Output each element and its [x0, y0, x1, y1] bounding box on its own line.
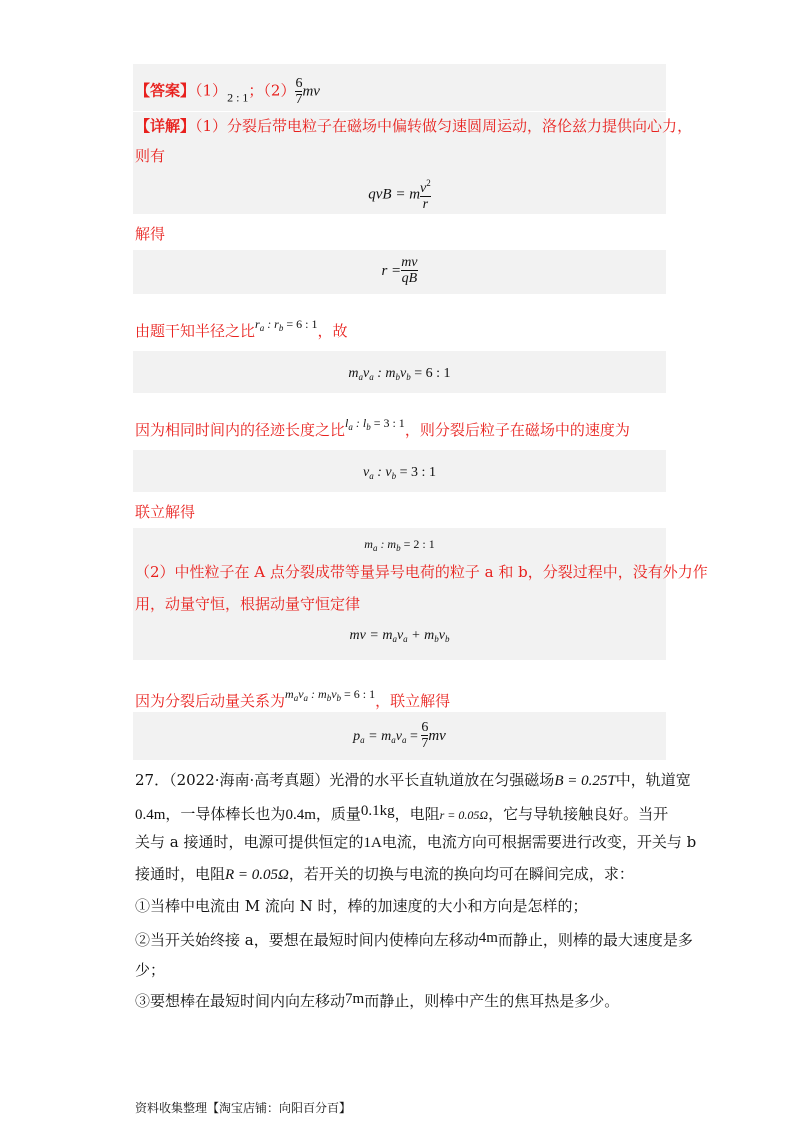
- answer-sep: ；: [248, 81, 264, 100]
- q27-line3: 关与 a 接通时，电源可提供恒定的1A电流，电流方向可根据需要进行改变，开关与 b: [135, 833, 697, 851]
- line7-post: ，联立解得: [375, 692, 451, 710]
- answer-part2: （2）: [263, 81, 296, 100]
- line4: [135, 413, 630, 440]
- q27-line5: ①当棒中电流由 M 流向 N 时，棒的加速度的大小和方向是怎样的；: [135, 897, 588, 915]
- detail-line2: 则有: [135, 147, 166, 165]
- answer-frac-den: 7: [295, 92, 303, 107]
- eq1-num: v: [420, 181, 427, 196]
- line5: （2）中性粒子在 A 点分裂成带等量异号电荷的粒子 a 和 b，分裂过程中，没有外力作: [135, 563, 708, 581]
- line3: [135, 314, 347, 341]
- answer-frac-tail: mv: [302, 83, 320, 100]
- eq6: mv = $m_av_a + m_bv_b$: [349, 628, 450, 644]
- answer-line: [135, 76, 320, 108]
- detail-line1: [135, 116, 692, 136]
- eq1-left: qvB = m: [368, 186, 421, 203]
- line4-pre: 因为相同时间内的径迹长度之比: [135, 421, 346, 439]
- q27-line8: ③要想棒在最短时间内向左移动7m而静止，则棒中产生的焦耳热是多少。: [135, 991, 620, 1010]
- eq2: [133, 255, 666, 286]
- q27-line7: 少；: [135, 961, 166, 979]
- eq1-frac: [420, 176, 431, 212]
- detail-text1: （1）分裂后带电粒子在磁场中偏转做匀速圆周运动，洛伦兹力提供向心力，: [195, 117, 693, 135]
- eq2-frac: [401, 255, 417, 286]
- solve1: 解得: [135, 225, 166, 243]
- solve2: 联立解得: [135, 503, 196, 521]
- eq5: $m_a$ : $m_b = 2$ : 1: [364, 537, 435, 553]
- answer-frac-num: 6: [295, 76, 303, 91]
- line6: 用，动量守恒，根据动量守恒定律: [135, 595, 361, 613]
- line3-post: ，故: [317, 322, 348, 340]
- eq2-left: r =: [381, 263, 402, 279]
- answer-part1: （1）: [195, 81, 228, 100]
- line4-post: ，则分裂后粒子在磁场中的速度为: [404, 421, 630, 439]
- line3-pre: 由题干知半径之比: [135, 322, 256, 340]
- line3-math: ra : rb = 6 : 1: [255, 317, 318, 333]
- q27-line4: 接通时，电阻R = 0.05Ω，若开关的切换与电流的换向均可在瞬间完成，求：: [135, 865, 634, 883]
- line7-math: mava : mbvb = 6 : 1: [285, 687, 376, 703]
- eq7-frac: $\frac{6}{7}$: [421, 720, 429, 751]
- answer-label: 【答案】: [135, 81, 196, 100]
- detail-label: 【详解】: [135, 117, 196, 135]
- line7-pre: 因为分裂后动量关系为: [135, 692, 286, 710]
- answer-ratio: 2 : 1: [227, 90, 249, 105]
- eq2-num: mv: [401, 255, 418, 270]
- line7: [135, 684, 450, 711]
- q27-line6: ②当开关始终接 a，要想在最短时间内使棒向左移动4m而静止，则棒的最大速度是多: [135, 930, 693, 949]
- eq1: [133, 176, 666, 212]
- footer-note: 资料收集整理【淘宝店铺：向阳百分百】: [135, 1101, 352, 1115]
- eq2-den: qB: [401, 271, 418, 286]
- q27-line1: 27．（2022·海南·高考真题）光滑的水平长直轨道放在匀强磁场B = 0.25T中，轨道宽: [135, 771, 691, 789]
- line4-math: la : lb = 3 : 1: [345, 416, 405, 432]
- eq1-den: r: [420, 196, 431, 212]
- eq4: $v_a$ : $v_b = 3$ : 1: [363, 465, 436, 481]
- eq1-sup: 2: [426, 178, 431, 188]
- q27-line2: 0.4m，一导体棒长也为0.4m，质量0.1kg，电阻r = 0.05Ω，它与导轨接触良好。当开: [135, 803, 669, 823]
- eq7: $p_a = m_av_a$ = $\frac{6}{7}$ mv: [353, 720, 446, 751]
- eq3: $m_av_a$ : $m_bv_b = 6$ : 1: [348, 366, 451, 382]
